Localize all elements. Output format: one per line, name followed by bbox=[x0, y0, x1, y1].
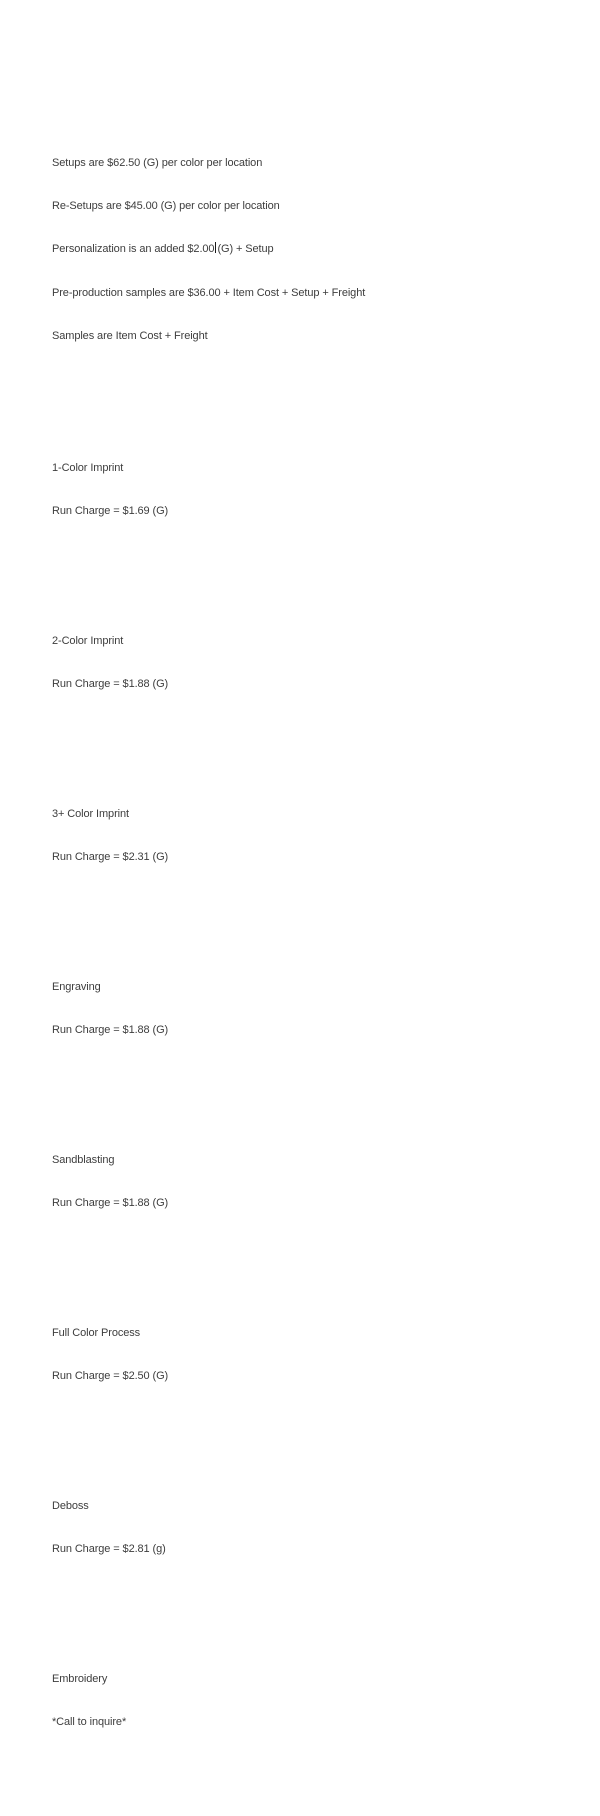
text-after-cursor: (G) + Setup bbox=[217, 243, 274, 256]
section-detail[interactable]: Run Charge = $2.50 (G) bbox=[52, 1369, 169, 1382]
pricing-section bbox=[52, 432, 365, 547]
section-title[interactable]: 2-Color Imprint bbox=[52, 635, 124, 648]
section-title[interactable]: Deboss bbox=[52, 1499, 89, 1512]
pricing-section bbox=[52, 605, 365, 720]
section-title[interactable]: Engraving bbox=[52, 980, 101, 993]
section-detail[interactable]: Run Charge = $1.69 (G) bbox=[52, 505, 169, 518]
section-detail[interactable]: Run Charge = $2.81 (g) bbox=[52, 1542, 166, 1555]
text-before-cursor: Personalization is an added $2.00 bbox=[52, 243, 215, 256]
section-title[interactable]: 3+ Color Imprint bbox=[52, 807, 129, 820]
pricing-section bbox=[52, 778, 365, 893]
pricing-text-block[interactable] bbox=[52, 84, 365, 1816]
section-title[interactable]: Full Color Process bbox=[52, 1326, 141, 1339]
section-detail[interactable]: Run Charge = $1.88 (G) bbox=[52, 1197, 169, 1210]
text-line[interactable]: Samples are Item Cost + Freight bbox=[52, 329, 208, 342]
text-line[interactable]: Re-Setups are $45.00 (G) per color per location bbox=[52, 200, 280, 213]
section-title[interactable]: Sandblasting bbox=[52, 1153, 115, 1166]
section-detail[interactable]: Run Charge = $1.88 (G) bbox=[52, 678, 169, 691]
section-title[interactable]: 1-Color Imprint bbox=[52, 462, 124, 475]
text-line[interactable]: Setups are $62.50 (G) per color per location bbox=[52, 157, 263, 170]
intro-paragraph bbox=[52, 127, 365, 372]
section-title[interactable]: Embroidery bbox=[52, 1672, 108, 1685]
section-detail[interactable]: Run Charge = $2.31 (G) bbox=[52, 851, 169, 864]
pricing-section bbox=[52, 1643, 365, 1758]
section-detail[interactable]: Run Charge = $1.88 (G) bbox=[52, 1024, 169, 1037]
text-line[interactable]: Pre-production samples are $36.00 + Item Cost + Setup + Freight bbox=[52, 286, 366, 299]
pricing-section bbox=[52, 1470, 365, 1585]
pricing-section bbox=[52, 1124, 365, 1239]
pricing-section bbox=[52, 1297, 365, 1412]
text-line-with-cursor[interactable] bbox=[52, 242, 365, 256]
pricing-section bbox=[52, 951, 365, 1066]
section-detail[interactable]: *Call to inquire* bbox=[52, 1715, 127, 1728]
